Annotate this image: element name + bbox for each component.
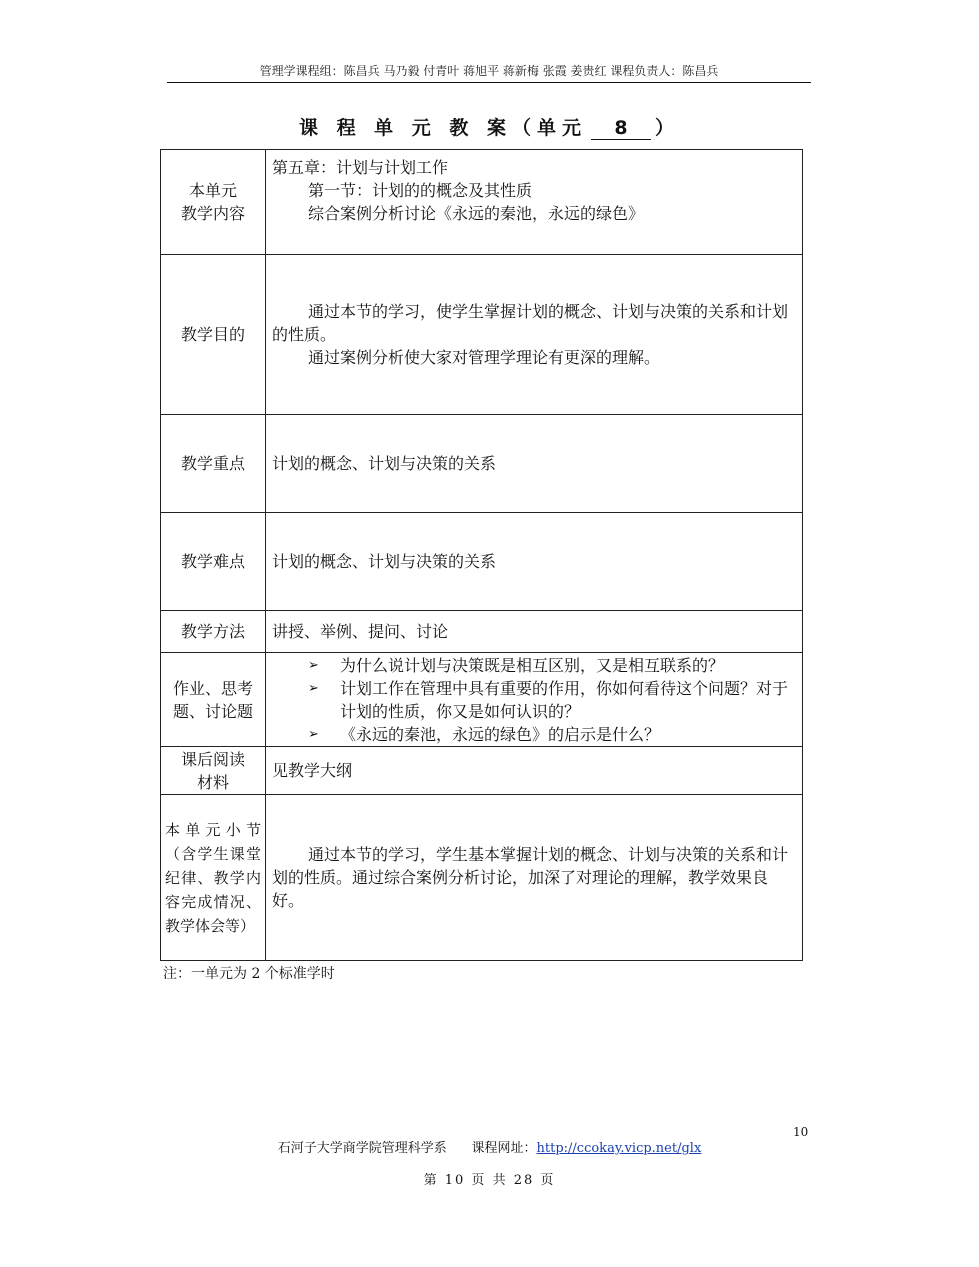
label-line: 本单元 bbox=[188, 181, 237, 200]
document-title bbox=[0, 113, 979, 140]
arrow-bullet-icon: ➢ bbox=[308, 726, 319, 742]
page-count: 第 10 页 共 28 页 bbox=[423, 1173, 556, 1188]
title-suffix: ） bbox=[655, 117, 681, 139]
row-teaching-content bbox=[161, 150, 803, 255]
label-teaching-content bbox=[161, 150, 266, 255]
label-keypoints: 教学重点 bbox=[161, 415, 266, 513]
page-number: 10 bbox=[793, 1125, 809, 1139]
lesson-plan-table bbox=[160, 149, 803, 961]
label-difficulties: 教学难点 bbox=[161, 513, 266, 611]
keypoints-text: 计划的概念、计划与决策的关系 bbox=[266, 415, 803, 513]
summary-text: 通过本节的学习，学生基本掌握计划的概念、计划与决策的关系和计划的性质。通过综合案例分析讨论，加深了对理论的理解，教学效果良好。 bbox=[266, 795, 803, 961]
row-difficulties bbox=[161, 513, 803, 611]
label-line: 课后阅读 bbox=[180, 749, 245, 769]
label-line: 教学内容 bbox=[180, 204, 245, 223]
homework-cell bbox=[266, 653, 803, 747]
homework-item-text: 计划工作在管理中具有重要的作用，你如何看待这个问题？对于计划的性质，你又是如何认识的？ bbox=[340, 678, 789, 721]
header-rule bbox=[167, 82, 811, 83]
row-method bbox=[161, 611, 803, 653]
row-reading bbox=[161, 747, 803, 795]
footer-url-label: 课程网址： bbox=[471, 1141, 537, 1156]
objective-cell bbox=[266, 255, 803, 415]
difficulties-text: 计划的概念、计划与决策的关系 bbox=[266, 513, 803, 611]
homework-item-text: 为什么说计划与决策既是相互区别，又是相互联系的？ bbox=[340, 655, 725, 675]
footnote: 注：一单元为 2 个标准学时 bbox=[163, 966, 335, 982]
label-objective: 教学目的 bbox=[161, 255, 266, 415]
teaching-content-cell bbox=[266, 150, 803, 255]
row-keypoints bbox=[161, 415, 803, 513]
chapter-title: 第五章：计划与计划工作 bbox=[272, 158, 449, 177]
course-website-link[interactable]: http://ccokay.vicp.net/glx bbox=[536, 1141, 702, 1156]
label-line: 作业、思考 bbox=[172, 678, 253, 698]
reading-text: 见教学大纲 bbox=[266, 747, 803, 795]
list-item bbox=[302, 723, 796, 746]
method-text: 讲授、举例、提问、讨论 bbox=[266, 611, 803, 653]
page-header: 管理学课程组：陈昌兵 马乃毅 付青叶 蒋旭平 蒋新梅 张霞 姜贵红 课程负责人：陈昌兵 bbox=[259, 64, 719, 78]
title-prefix: 课 程 单 元 教 案（单元 bbox=[298, 117, 588, 139]
label-summary: 本单元小节（含学生课堂纪律、教学内容完成情况、教学体会等） bbox=[161, 795, 266, 961]
label-method: 教学方法 bbox=[161, 611, 266, 653]
arrow-bullet-icon: ➢ bbox=[308, 657, 319, 673]
row-summary bbox=[161, 795, 803, 961]
footer-org: 石河子大学商学院管理科学系 bbox=[277, 1141, 447, 1156]
row-objective bbox=[161, 255, 803, 415]
row-homework bbox=[161, 653, 803, 747]
case-title: 综合案例分析讨论《永远的秦池，永远的绿色》 bbox=[308, 204, 645, 223]
label-line: 材料 bbox=[196, 772, 229, 792]
homework-list bbox=[272, 654, 796, 746]
list-item bbox=[302, 654, 796, 677]
page-footer bbox=[0, 1137, 979, 1156]
objective-para-1: 通过本节的学习，使学生掌握计划的概念、计划与决策的关系和计划的性质。 bbox=[272, 302, 789, 344]
objective-para-2: 通过案例分析使大家对管理学理论有更深的理解。 bbox=[308, 348, 661, 367]
unit-number: 8 bbox=[591, 117, 651, 140]
label-line: 题、讨论题 bbox=[172, 701, 253, 721]
label-homework bbox=[161, 653, 266, 747]
arrow-bullet-icon: ➢ bbox=[308, 680, 319, 696]
list-item bbox=[302, 677, 796, 723]
label-reading bbox=[161, 747, 266, 795]
homework-item-text: 《永远的秦池，永远的绿色》的启示是什么？ bbox=[340, 724, 661, 744]
section-title: 第一节：计划的的概念及其性质 bbox=[308, 181, 533, 200]
